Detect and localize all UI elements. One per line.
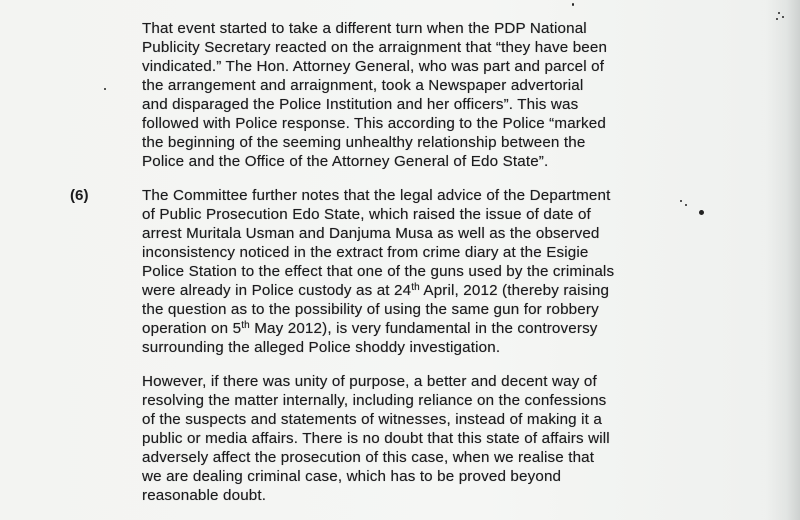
scan-speck xyxy=(782,16,784,18)
superscript: th xyxy=(241,320,250,331)
scan-speck xyxy=(572,3,574,6)
scan-speck xyxy=(104,88,106,90)
text-line: adversely affect the prosecution of this case, when we realise that xyxy=(142,449,595,466)
superscript: th xyxy=(411,282,420,293)
text-run: April, 2012 (thereby raising xyxy=(419,282,610,299)
text-line: vindicated.” The Hon. Attorney General, who was part and parcel of xyxy=(142,58,605,75)
text-line: reasonable doubt. xyxy=(142,487,267,504)
text-line xyxy=(142,320,674,338)
text-line: of Public Prosecution Edo State, which raised the issue of date of xyxy=(142,206,591,223)
page-edge-shadow xyxy=(766,0,800,520)
text-line: arrest Muritala Usman and Danjuma Musa as well as the observed xyxy=(142,225,600,242)
scan-speck xyxy=(685,204,687,206)
text-line: of the suspects and statements of witnesses, instead of making it a xyxy=(142,411,603,428)
text-line: the question as to the possibility of using the same gun for robbery xyxy=(142,301,599,318)
scan-speck xyxy=(699,210,704,215)
text-line: resolving the matter internally, including reliance on the confessions xyxy=(142,392,607,409)
text-line: That event started to take a different turn when the PDP National xyxy=(142,20,587,37)
scan-speck xyxy=(776,18,778,20)
text-line: and disparaged the Police Institution and her officers”. This was xyxy=(142,96,579,113)
text-line: the arrangement and arraignment, took a Newspaper advertorial xyxy=(142,77,584,94)
scan-speck xyxy=(778,12,780,14)
text-line xyxy=(142,282,674,300)
text-run: were already in Police custody as at 24 xyxy=(142,282,412,299)
text-line: public or media affairs. There is no doubt that this state of affairs will xyxy=(142,430,610,447)
text-run: operation on 5 xyxy=(142,320,242,337)
paragraph-number: (6) xyxy=(70,187,89,204)
text-line: However, if there was unity of purpose, a better and decent way of xyxy=(142,373,597,390)
text-line: Police and the Office of the Attorney General of Edo State”. xyxy=(142,153,549,170)
text-line: we are dealing criminal case, which has to be proved beyond xyxy=(142,468,562,485)
text-line: the beginning of the seeming unhealthy relationship between the xyxy=(142,134,586,151)
text-line: inconsistency noticed in the extract from crime diary at the Esigie xyxy=(142,244,589,261)
text-line: Publicity Secretary reacted on the arraignment that “they have been xyxy=(142,39,608,56)
text-line: Police Station to the effect that one of the guns used by the criminals xyxy=(142,263,615,280)
text-line: followed with Police response. This according to the Police “marked xyxy=(142,115,606,132)
text-run: May 2012), is very fundamental in the controversy xyxy=(249,320,598,337)
scan-speck xyxy=(680,200,682,202)
text-line: The Committee further notes that the legal advice of the Department xyxy=(142,187,611,204)
text-line: surrounding the alleged Police shoddy investigation. xyxy=(142,339,501,356)
